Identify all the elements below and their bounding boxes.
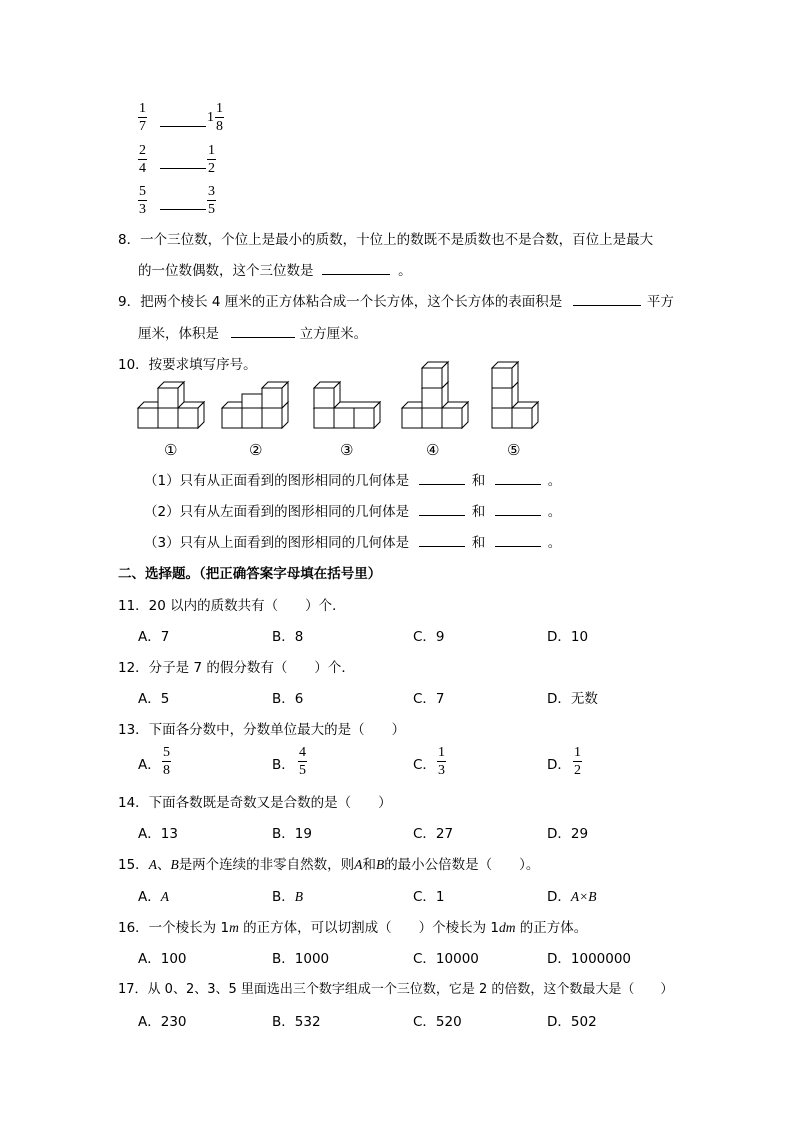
compare-2-blank[interactable] — [160, 156, 206, 169]
figure-4-cubes — [402, 362, 468, 428]
q15-option-c[interactable]: C．1 — [413, 889, 445, 905]
q12-stem: 12．分子是 7 的假分数有（ ）个． — [118, 660, 355, 676]
q9-text: 9．把两个棱长 4 厘米的正方体粘合成一个长方体，这个长方体的表面积是 — [118, 294, 563, 310]
q15-option-a[interactable] — [138, 885, 169, 905]
compare-1-left-fraction — [138, 101, 147, 134]
q11-option-b[interactable]: B．8 — [272, 629, 304, 645]
compare-3-left-fraction — [138, 184, 147, 217]
q15-end: 的最小公倍数是（ ）。 — [384, 857, 540, 873]
numerator: 3 — [208, 184, 215, 199]
q13-option-c-letter: C． — [413, 757, 436, 773]
q11-option-d[interactable]: D．10 — [547, 629, 589, 645]
q15-option-d-value: A×B — [570, 889, 597, 904]
q17-option-c[interactable]: C．520 — [413, 1014, 462, 1030]
numerator: 5 — [139, 184, 146, 199]
denominator: 8 — [216, 119, 223, 134]
denominator: 8 — [163, 763, 170, 778]
q13-stem: 13．下面各分数中，分数单位最大的是（ ） — [118, 722, 406, 738]
q15-stem — [118, 853, 539, 873]
numerator: 1 — [208, 143, 215, 158]
q15-option-b[interactable] — [272, 885, 303, 905]
q12-option-a[interactable]: A．5 — [138, 691, 170, 707]
compare-1-right-fraction — [215, 101, 224, 134]
q17-option-b[interactable]: B．532 — [272, 1014, 321, 1030]
q9-unit: 平方 — [646, 294, 674, 310]
q13-option-d-fraction — [573, 745, 582, 778]
numerator: 5 — [163, 745, 170, 760]
figure-label-1: ① — [164, 441, 178, 459]
q11-option-a[interactable]: A．7 — [138, 629, 170, 645]
q16-part-1: 16．一个棱长为 1 — [118, 920, 230, 936]
denominator: 5 — [299, 763, 306, 778]
q17-stem: 17．从 0、2、3、5 里面选出三个数字组成一个三位数，它是 2 的倍数，这个数最大是（ ） — [118, 982, 674, 997]
denominator: 3 — [438, 763, 445, 778]
q10-sub-2-text: （2）只有从左面看到的图形相同的几何体是 — [144, 504, 410, 520]
section-2-heading: 二、选择题。（把正确答案字母填在括号里） — [118, 566, 382, 582]
figure-label-2: ② — [249, 441, 263, 459]
q9-unit-2: 立方厘米。 — [299, 326, 368, 342]
figure-3-cubes — [314, 382, 380, 428]
q15-sep: 、 — [156, 857, 171, 873]
q16-option-b[interactable]: B．1000 — [272, 951, 330, 967]
q10-sub-1-blank-a[interactable] — [419, 472, 465, 485]
q15-var-a: A — [148, 857, 157, 872]
figure-label-3: ③ — [340, 441, 354, 459]
q9-text-2: 厘米，体积是 — [138, 326, 219, 342]
numerator: 1 — [574, 745, 581, 760]
numerator: 1 — [139, 101, 146, 116]
denominator: 7 — [139, 119, 146, 134]
figure-1-cubes — [138, 382, 204, 428]
q11-option-c[interactable]: C．9 — [413, 629, 445, 645]
q16-unit-m: m — [229, 920, 239, 935]
q12-option-c[interactable]: C．7 — [413, 691, 445, 707]
compare-2-left-fraction — [138, 143, 147, 176]
q10-title: 10．按要求填写序号。 — [118, 357, 257, 373]
q10-sub-1-and: 和 — [471, 473, 486, 489]
compare-3-blank[interactable] — [160, 197, 206, 210]
q8-line-1: 8．一个三位数，个位上是最小的质数，十位上的数既不是质数也不是合数，百位上是最大 — [118, 232, 654, 248]
q15-option-d-letter: D． — [547, 889, 571, 905]
numerator: 4 — [299, 745, 306, 760]
q15-option-a-value: A — [160, 889, 169, 904]
q13-option-a-letter: A． — [138, 757, 161, 773]
q9-line-1 — [118, 290, 674, 310]
q10-sub-2-end: 。 — [547, 504, 562, 520]
q17-option-a[interactable]: A．230 — [138, 1014, 187, 1030]
compare-3-right-fraction — [207, 184, 216, 217]
q8-answer-blank[interactable] — [322, 262, 390, 275]
q16-option-c[interactable]: C．10000 — [413, 951, 479, 967]
q15-var-b: B — [170, 857, 179, 872]
q12-option-b[interactable]: B．6 — [272, 691, 304, 707]
q10-sub-3-blank-b[interactable] — [495, 534, 541, 547]
q15-mid: 是两个连续的非零自然数，则 — [178, 857, 355, 873]
q9-volume-blank[interactable] — [231, 325, 295, 338]
q16-unit-dm: dm — [498, 920, 516, 935]
denominator: 4 — [139, 161, 146, 176]
q9-line-2 — [138, 322, 367, 342]
q12-option-d[interactable]: D．无数 — [547, 691, 598, 707]
q10-sub-1-blank-b[interactable] — [495, 472, 541, 485]
compare-2-right-fraction — [207, 143, 216, 176]
denominator: 2 — [208, 161, 215, 176]
q14-option-d[interactable]: D．29 — [547, 826, 589, 842]
cube-figures — [0, 376, 794, 446]
q14-stem: 14．下面各数既是奇数又是合数的是（ ） — [118, 795, 392, 811]
q16-option-d[interactable]: D．1000000 — [547, 951, 632, 967]
figure-2-cubes — [222, 382, 288, 428]
q15-var-a2: A — [354, 857, 363, 872]
q11-stem: 11．20 以内的质数共有（ ）个． — [118, 598, 346, 614]
denominator: 3 — [139, 202, 146, 217]
q8-line-2 — [138, 259, 412, 279]
q15-option-b-value: B — [294, 889, 304, 904]
q15-option-b-letter: B． — [272, 889, 295, 905]
numerator: 1 — [216, 101, 223, 116]
q10-sub-1-text: （1）只有从正面看到的图形相同的几何体是 — [144, 473, 410, 489]
q8-text: 的一位数偶数，这个三位数是 — [138, 263, 314, 279]
figure-label-5: ⑤ — [507, 441, 521, 459]
q17-option-d[interactable]: D．502 — [547, 1014, 597, 1030]
q14-option-b[interactable]: B．19 — [272, 826, 312, 842]
q15-option-a-letter: A． — [138, 889, 161, 905]
q10-sub-1-end: 。 — [547, 473, 562, 489]
q8-end: 。 — [398, 263, 412, 279]
q16-stem — [118, 916, 587, 936]
q10-sub-2-and: 和 — [471, 504, 486, 520]
denominator: 5 — [208, 202, 215, 217]
q10-sub-2 — [144, 500, 561, 520]
q15-option-d[interactable] — [547, 885, 597, 905]
numerator: 2 — [139, 143, 146, 158]
q13-option-b-fraction — [298, 745, 307, 778]
q15-var-b2: B — [375, 857, 385, 872]
denominator: 2 — [574, 763, 581, 778]
q10-sub-3 — [144, 531, 561, 551]
q14-option-a[interactable]: A．13 — [138, 826, 178, 842]
q13-option-b-letter: B． — [272, 757, 295, 773]
q16-part-3: 的正方体。 — [515, 920, 588, 936]
q16-option-a[interactable]: A．100 — [138, 951, 187, 967]
q14-option-c[interactable]: C．27 — [413, 826, 454, 842]
q9-area-blank[interactable] — [573, 293, 641, 306]
q13-option-c-fraction — [437, 745, 446, 778]
q10-sub-2-blank-b[interactable] — [495, 503, 541, 516]
compare-1-blank[interactable] — [160, 114, 206, 127]
q13-option-d-letter: D． — [547, 757, 571, 773]
q15-and: 和 — [362, 857, 376, 873]
q10-sub-3-blank-a[interactable] — [419, 534, 465, 547]
figure-label-4: ④ — [426, 441, 440, 459]
q15-number: 15． — [118, 857, 149, 873]
figure-5-cubes — [492, 362, 538, 428]
numerator: 1 — [438, 745, 445, 760]
q10-sub-3-end: 。 — [547, 535, 562, 551]
q10-sub-2-blank-a[interactable] — [419, 503, 465, 516]
q10-sub-1 — [144, 469, 561, 489]
q16-part-2: 的正方体，可以切割成（ ）个棱长为 1 — [238, 920, 499, 936]
q10-sub-3-text: （3）只有从上面看到的图形相同的几何体是 — [144, 535, 410, 551]
q10-sub-3-and: 和 — [471, 535, 486, 551]
compare-1-right-whole: 1 — [207, 110, 214, 125]
q13-option-a-fraction — [162, 745, 171, 778]
